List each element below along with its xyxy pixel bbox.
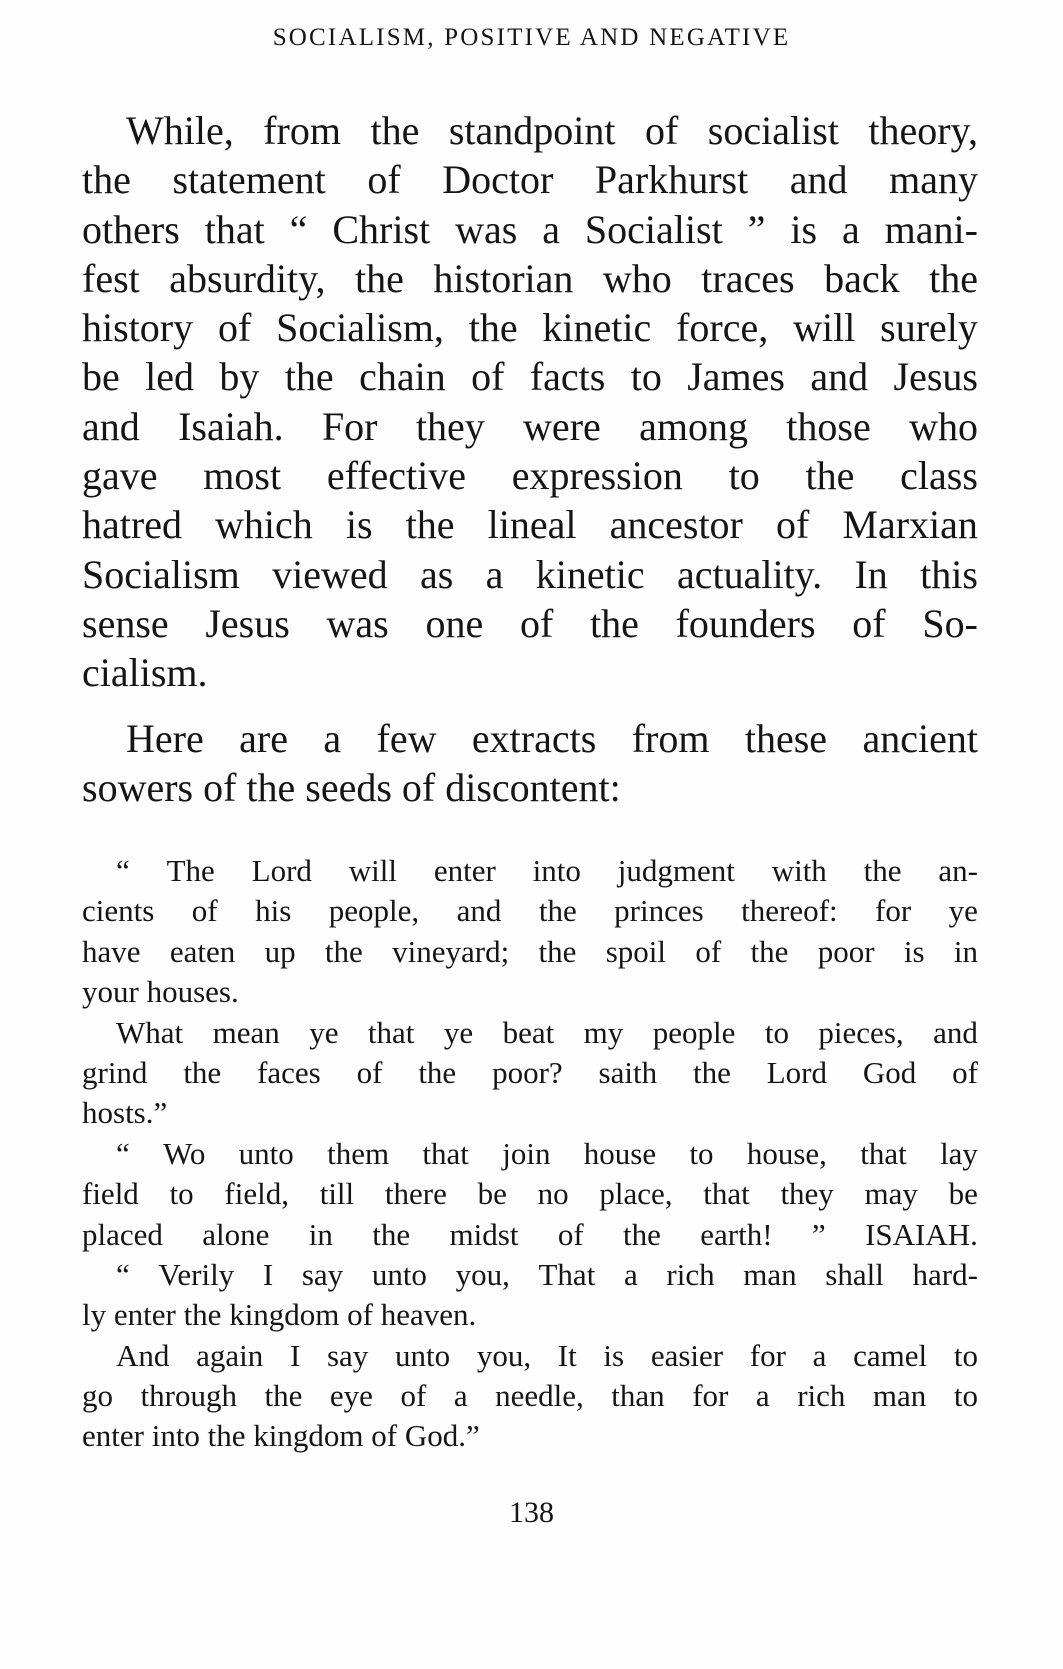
paragraph-line: Socialism viewed as a kinetic actuality. In this [82,551,978,597]
paragraph-line: and Isaiah. For they were among those who [82,403,978,449]
quotation-line: “ The Lord will enter into judgment with the an- [116,853,978,888]
quotation-line: ly enter the kingdom of heaven. [82,1297,477,1333]
running-head: SOCIALISM, POSITIVE AND NEGATIVE [272,24,791,51]
quotation-line: go through the eye of a needle, than for a rich man to [82,1378,978,1414]
quotation-line: What mean ye that ye beat my people to pieces, and [116,1014,978,1050]
quotation-line: And again I say unto you, It is easier for a camel to [116,1337,978,1373]
paragraph-2 [82,714,978,813]
paragraph-line: others that “ Christ was a Socialist ” is a mani- [82,206,978,252]
quotation-line: hosts.” [82,1095,168,1131]
paragraph-1 [82,106,978,698]
quotation-line: have eaten up the vineyard; the spoil of the poor is in [82,933,978,969]
quotation-line: cients of his people, and the princes thereof: for ye [82,893,978,929]
quotation-line: placed alone in the midst of the earth! ” ISAIAH. [82,1216,978,1252]
paragraph-line: sowers of the seeds of discontent: [82,765,621,811]
paragraph-line: While, from the standpoint of socialist theory, [126,108,978,153]
quotation-line: your houses. [82,974,239,1010]
paragraph-line: gave most effective expression to the class [82,453,978,499]
quotation-line: “ Verily I say unto you, That a rich man shall hard- [116,1256,978,1292]
paragraph-line: sense Jesus was one of the founders of So- [82,600,978,646]
paragraph-line: hatred which is the lineal ancestor of Marxian [82,502,978,548]
quotation-line: enter into the kingdom of God.” [82,1418,480,1454]
page-number: 138 [509,1496,554,1529]
quotation-line: grind the faces of the poor? saith the Lord God of [82,1054,978,1090]
paragraph-line: the statement of Doctor Parkhurst and many [82,157,978,203]
paragraph-line: history of Socialism, the kinetic force, will surely [82,305,978,351]
paragraph-line: cialism. [82,650,208,696]
paragraph-line: be led by the chain of facts to James and Jesus [82,354,978,400]
quotation-line: “ Wo unto them that join house to house, that lay [116,1135,978,1171]
quotation-block [82,851,978,1457]
paragraph-line: fest absurdity, the historian who traces back the [82,255,978,301]
quotation-line: field to field, till there be no place, that they may be [82,1176,978,1212]
paragraph-line: Here are a few extracts from these ancient [126,716,978,761]
